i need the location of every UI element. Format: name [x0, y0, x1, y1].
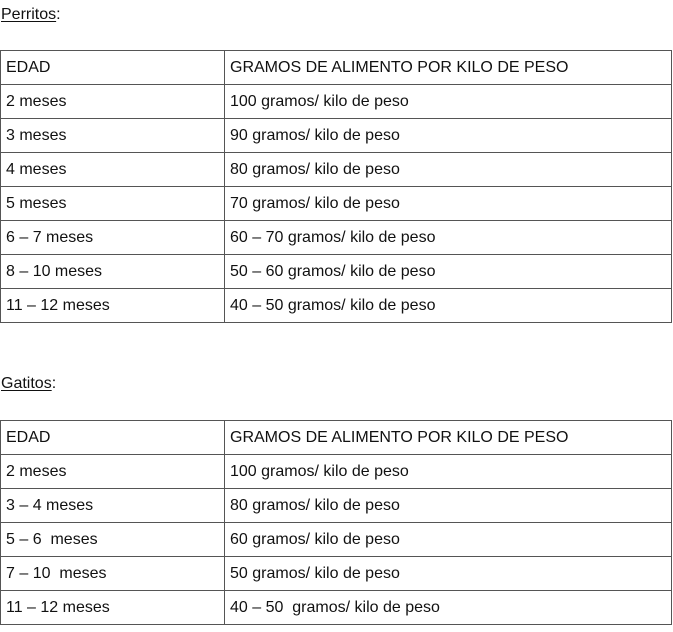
- section-title-colon: :: [51, 375, 57, 392]
- cell-gramos: 80 gramos/ kilo de peso: [225, 153, 672, 187]
- table-row: [1, 221, 672, 255]
- cell-edad: 11 – 12 meses: [1, 289, 225, 323]
- table-row: [1, 85, 672, 119]
- section-title-colon: :: [56, 6, 61, 23]
- cell-edad: 8 – 10 meses: [1, 255, 225, 289]
- header-cell-edad: EDAD: [1, 421, 225, 455]
- table-row: [1, 523, 672, 557]
- table-row: [1, 255, 672, 289]
- header-cell-gramos: GRAMOS DE ALIMENTO POR KILO DE PESO: [225, 421, 672, 455]
- cell-edad: 3 meses: [1, 119, 225, 153]
- cell-edad: 5 – 6 meses: [1, 523, 225, 557]
- cell-gramos: 40 – 50 gramos/ kilo de peso: [225, 289, 672, 323]
- cell-edad: 6 – 7 meses: [1, 221, 225, 255]
- cell-gramos: 60 gramos/ kilo de peso: [225, 523, 672, 557]
- table-header-row: [1, 421, 672, 455]
- cell-gramos: 80 gramos/ kilo de peso: [225, 489, 672, 523]
- table-row: [1, 119, 672, 153]
- table-gatitos: [0, 420, 672, 625]
- cell-gramos: 60 – 70 gramos/ kilo de peso: [225, 221, 672, 255]
- table-perritos: [0, 50, 672, 323]
- cell-gramos: 100 gramos/ kilo de peso: [225, 455, 672, 489]
- cell-edad: 3 – 4 meses: [1, 489, 225, 523]
- section-title: Gatitos: [1, 375, 52, 392]
- cell-edad: 7 – 10 meses: [1, 557, 225, 591]
- table-row: [1, 153, 672, 187]
- cell-gramos: 50 gramos/ kilo de peso: [225, 557, 672, 591]
- header-cell-gramos: GRAMOS DE ALIMENTO POR KILO DE PESO: [225, 51, 672, 85]
- header-cell-edad: EDAD: [1, 51, 225, 85]
- cell-gramos: 70 gramos/ kilo de peso: [225, 187, 672, 221]
- cell-gramos: 40 – 50 gramos/ kilo de peso: [225, 591, 672, 625]
- cell-gramos: 50 – 60 gramos/ kilo de peso: [225, 255, 672, 289]
- section-title: Perritos: [1, 6, 57, 23]
- cell-edad: 2 meses: [1, 85, 225, 119]
- cell-gramos: 90 gramos/ kilo de peso: [225, 119, 672, 153]
- table-row: [1, 489, 672, 523]
- table-row: [1, 591, 672, 625]
- table-row: [1, 187, 672, 221]
- table-row: [1, 557, 672, 591]
- cell-edad: 2 meses: [1, 455, 225, 489]
- table-header-row: [1, 51, 672, 85]
- section-heading-gatitos: [1, 374, 56, 394]
- table-row: [1, 455, 672, 489]
- cell-edad: 4 meses: [1, 153, 225, 187]
- section-heading-perritos: [1, 5, 61, 25]
- table-row: [1, 289, 672, 323]
- cell-edad: 5 meses: [1, 187, 225, 221]
- cell-edad: 11 – 12 meses: [1, 591, 225, 625]
- cell-gramos: 100 gramos/ kilo de peso: [225, 85, 672, 119]
